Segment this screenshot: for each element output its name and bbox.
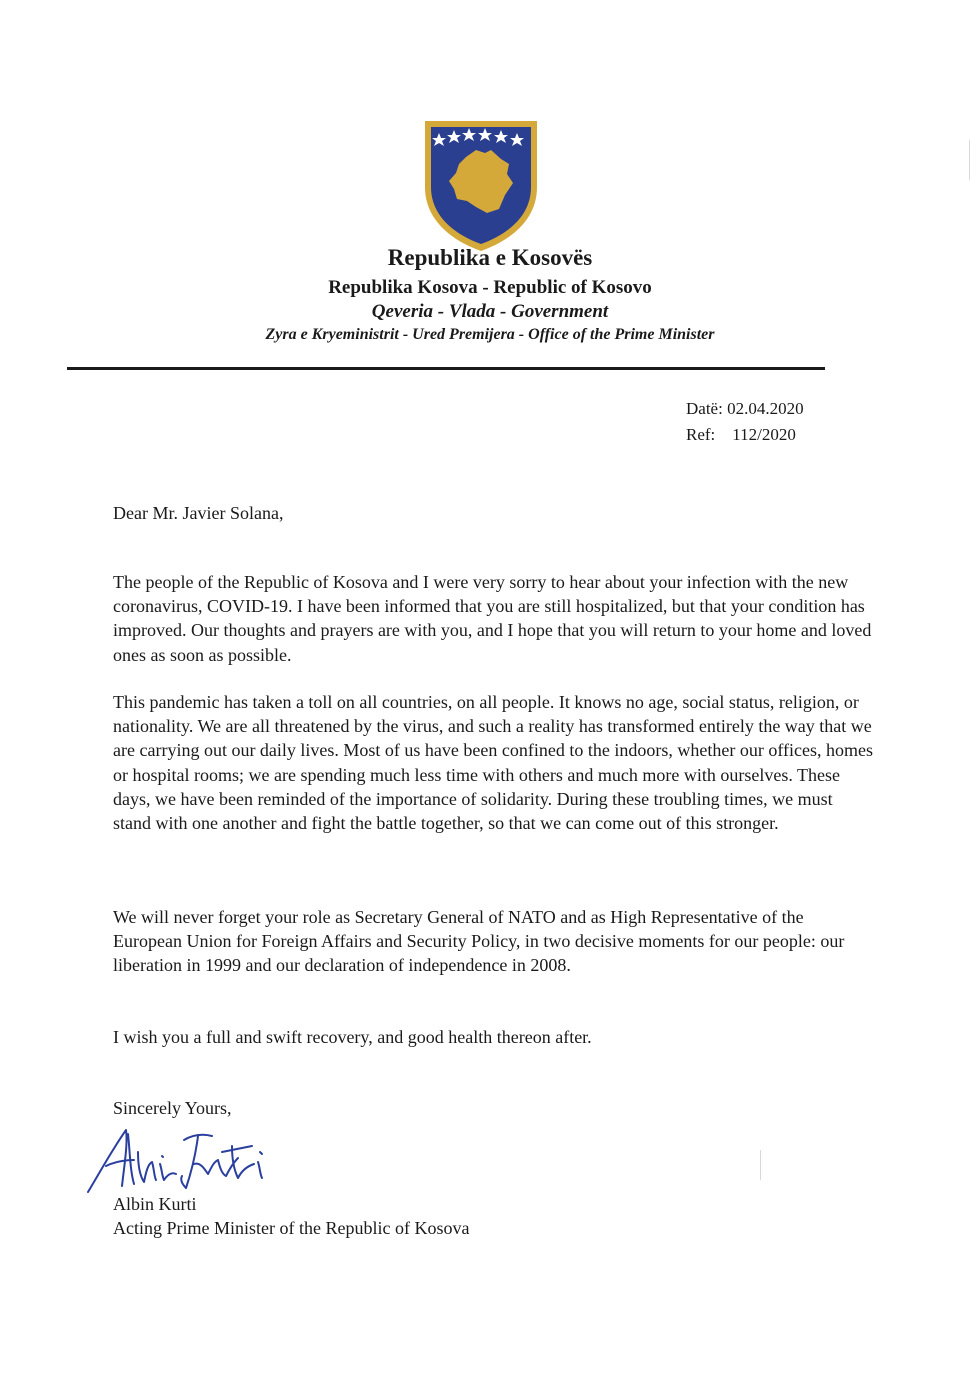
signer-name: Albin Kurti (113, 1194, 197, 1214)
salutation: Dear Mr. Javier Solana, (113, 503, 284, 523)
body-paragraph-4: I wish you a full and swift recovery, and good health thereon after. (113, 1027, 592, 1047)
closing: Sincerely Yours, (113, 1098, 232, 1118)
kosovo-coat-of-arms-icon (421, 117, 541, 255)
letter-reference: Ref: 112/2020 (686, 425, 796, 444)
handwritten-signature (82, 1122, 282, 1202)
country-name-multilingual: Republika Kosova - Republic of Kosovo (328, 277, 652, 298)
scan-edge-mark (760, 1150, 761, 1180)
office-line: Zyra e Kryeministrit - Ured Premijera - Office of the Prime Minister (265, 326, 715, 343)
signer-title: Acting Prime Minister of the Republic of Kosova (113, 1218, 470, 1238)
scan-edge-mark (969, 140, 970, 180)
header-divider (67, 367, 825, 370)
body-paragraph-2: This pandemic has taken a toll on all countries, on all people. It knows no age, social status, religion, or nationality. We are all threatened by the virus, and such a reality has transformed entirely the way that we are carrying out our daily lives. Most of us have been confined to the indoors, whether our offices, homes or hospital rooms; we are spending much less time with others and much more with ourselves. These days, we have been reminded of the importance of solidarity. During these troubling times, we must stand with one another and fight the battle together, so that we can come out of this stronger. (113, 692, 873, 834)
country-name-albanian: Republika e Kosovës (387, 245, 593, 270)
government-line: Qeveria - Vlada - Government (371, 301, 609, 322)
body-paragraph-3: We will never forget your role as Secretary General of NATO and as High Representative of the European Union for Foreign Affairs and Security Policy, in two decisive moments for our people: our liberation in 1999 and our declaration of independence in 2008. (113, 907, 845, 976)
letter-date: Datë: 02.04.2020 (686, 399, 804, 418)
body-paragraph-1: The people of the Republic of Kosova and I were very sorry to hear about your infection with the new coronavirus, COVID-19. I have been informed that you are still hospitalized, but that your condition has improved. Our thoughts and prayers are with you, and I hope that you will return to your home and loved ones as soon as possible. (113, 572, 872, 665)
